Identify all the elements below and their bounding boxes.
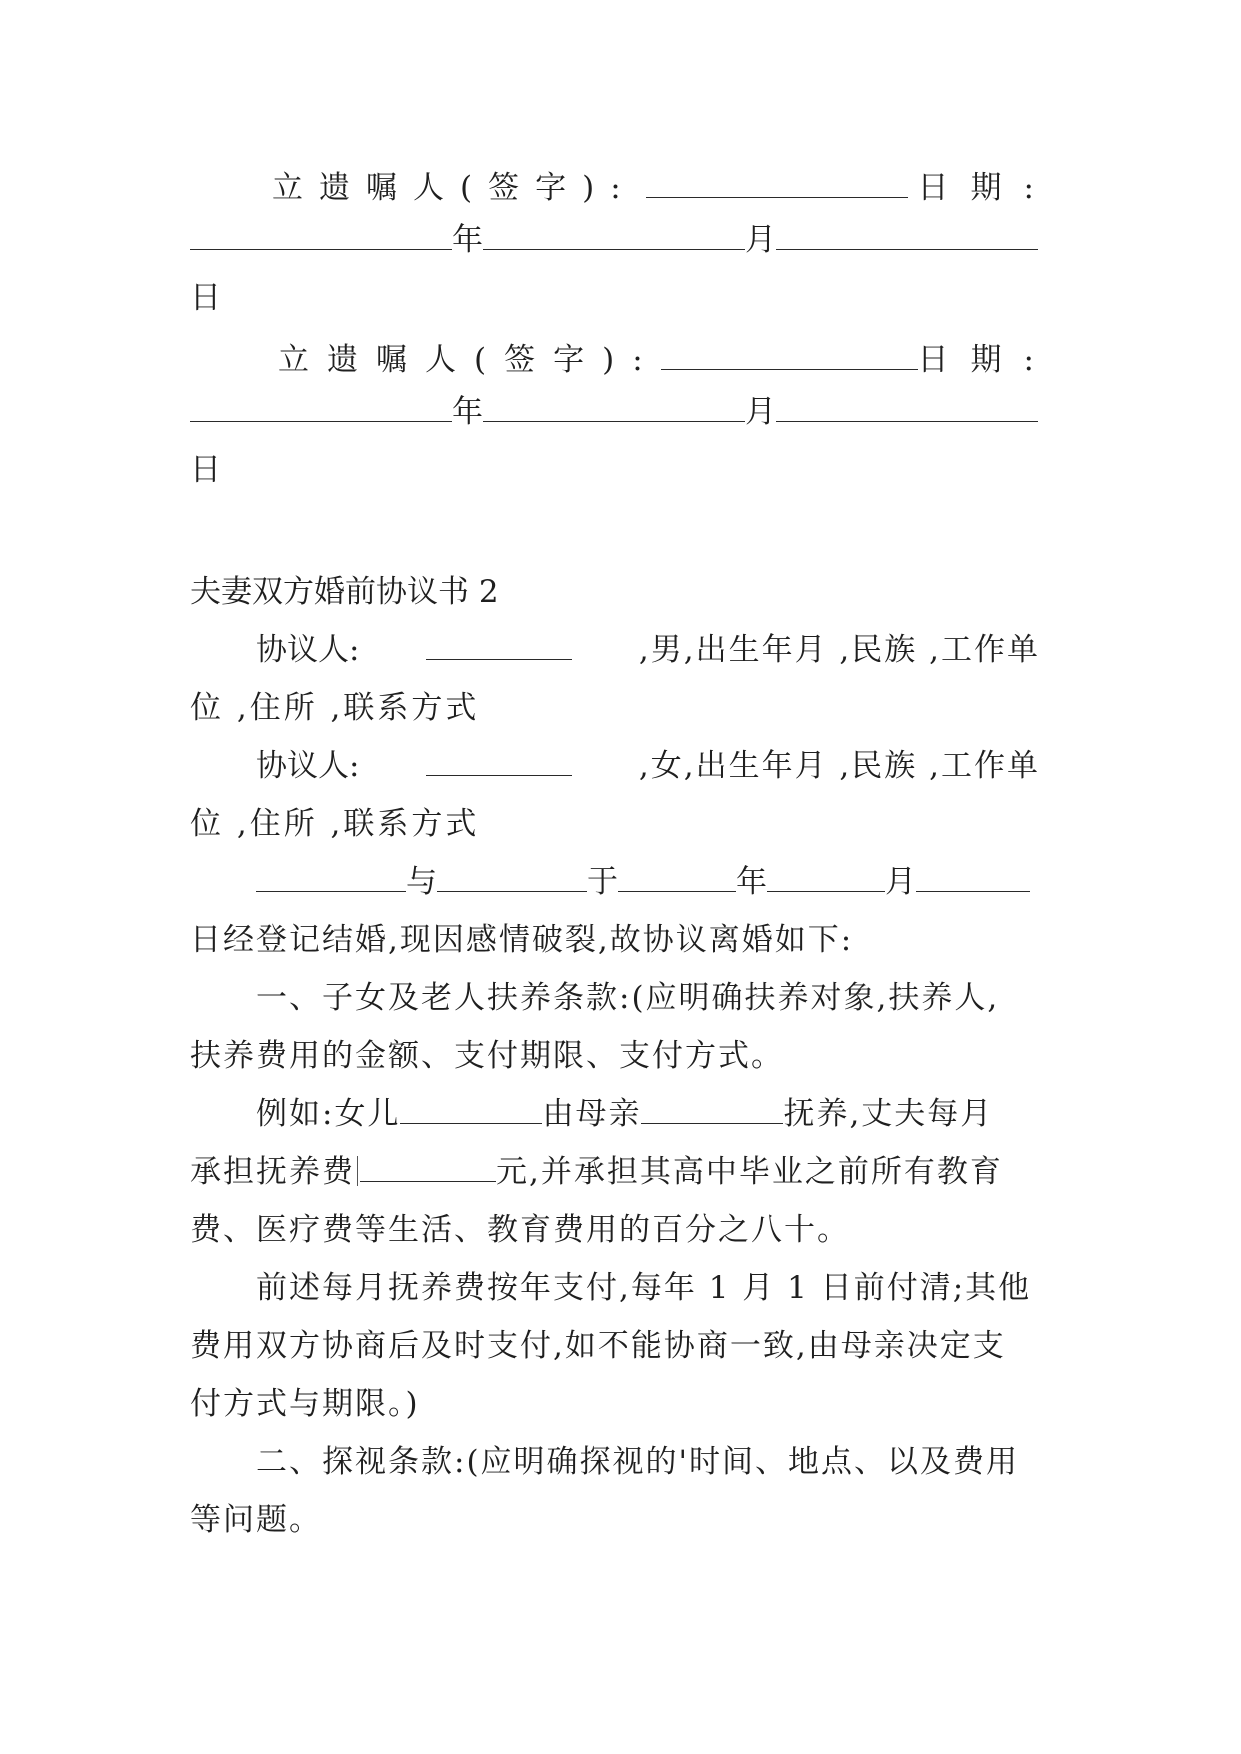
spouse-a-blank [256, 864, 406, 892]
party-female-line [256, 746, 1040, 786]
support-fee-label: 承担抚养费 [190, 1154, 355, 1190]
day-label: 日 [190, 452, 221, 488]
marriage-line [256, 862, 1040, 902]
year-label: 年 [452, 222, 483, 258]
party-prefix: 协议人: [256, 748, 360, 784]
year-label: 年 [452, 394, 483, 430]
marriage-year-blank [618, 864, 736, 892]
date-label: 日期: [917, 342, 1056, 378]
clause-2-line-1: 二、探视条款:(应明确探视的'时间、地点、以及费用 [256, 1444, 1020, 1480]
clause-1-line-2: 扶养费用的金额、支付期限、支付方式。 [190, 1038, 784, 1074]
signature-blank [646, 170, 908, 198]
by-mother: 由母亲 [542, 1096, 642, 1132]
signature-line [272, 168, 1056, 208]
example-line-1 [256, 1094, 993, 1134]
day-blank [776, 394, 1038, 422]
raise-label: 抚养,丈夫每月 [783, 1096, 994, 1132]
payment-line-2: 费用双方协商后及时支付,如不能协商一致,由母亲决定支 [190, 1328, 1006, 1364]
year-blank [190, 222, 452, 250]
party-name-blank [426, 748, 572, 776]
marriage-month-blank [767, 864, 885, 892]
clause-2-line-2: 等问题。 [190, 1502, 322, 1538]
signer-label: 立遗嘱人(签字): [278, 342, 661, 378]
spouse-b-blank [437, 864, 587, 892]
date-label: 日期: [917, 170, 1056, 206]
marriage-line-2: 日经登记结婚,现因感情破裂,故协议离婚如下: [190, 922, 854, 958]
day-blank [776, 222, 1038, 250]
signer-label: 立遗嘱人(签字): [272, 170, 637, 206]
party-male-line [256, 630, 1040, 670]
party-name-blank [426, 632, 572, 660]
month-label: 月 [745, 394, 776, 430]
party-details: ,女,出生年月 ,民族 ,工作单 [638, 748, 1040, 784]
payment-line-1: 前述每月抚养费按年支付,每年 1 月 1 日前付清;其他 [256, 1270, 1032, 1306]
example-line-3: 费、医疗费等生活、教育费用的百分之八十。 [190, 1212, 850, 1248]
party-details: ,男,出生年月 ,民族 ,工作单 [638, 632, 1040, 668]
payment-line-3: 付方式与期限。) [190, 1386, 420, 1422]
day-label: 日 [190, 280, 221, 316]
mother-name-blank [641, 1096, 783, 1124]
date-line [190, 220, 1040, 260]
on-label: 于 [587, 864, 618, 900]
year-blank [190, 394, 452, 422]
support-fee-suffix: 元,并承担其高中毕业之前所有教育 [496, 1154, 1003, 1190]
document-title: 夫妻双方婚前协议书 2 [190, 574, 499, 610]
party-male-line-2: 位 ,住所 ,联系方式 [190, 690, 480, 726]
example-prefix: 例如:女儿 [256, 1096, 401, 1132]
date-line [190, 392, 1040, 432]
signature-line [278, 340, 1056, 380]
support-amount-blank [360, 1154, 496, 1182]
marriage-year-label: 年 [736, 864, 767, 900]
month-blank [483, 394, 745, 422]
marriage-month-label: 月 [885, 864, 916, 900]
text-cursor [357, 1156, 358, 1186]
party-prefix: 协议人: [256, 632, 360, 668]
marriage-day-blank [916, 864, 1030, 892]
month-label: 月 [745, 222, 776, 258]
clause-1-line-1: 一、子女及老人扶养条款:(应明确扶养对象,扶养人, [256, 980, 1000, 1016]
signature-blank [661, 342, 918, 370]
party-female-line-2: 位 ,住所 ,联系方式 [190, 806, 480, 842]
example-line-2 [190, 1152, 1003, 1192]
daughter-name-blank [400, 1096, 542, 1124]
month-blank [483, 222, 745, 250]
with-label: 与 [406, 864, 437, 900]
